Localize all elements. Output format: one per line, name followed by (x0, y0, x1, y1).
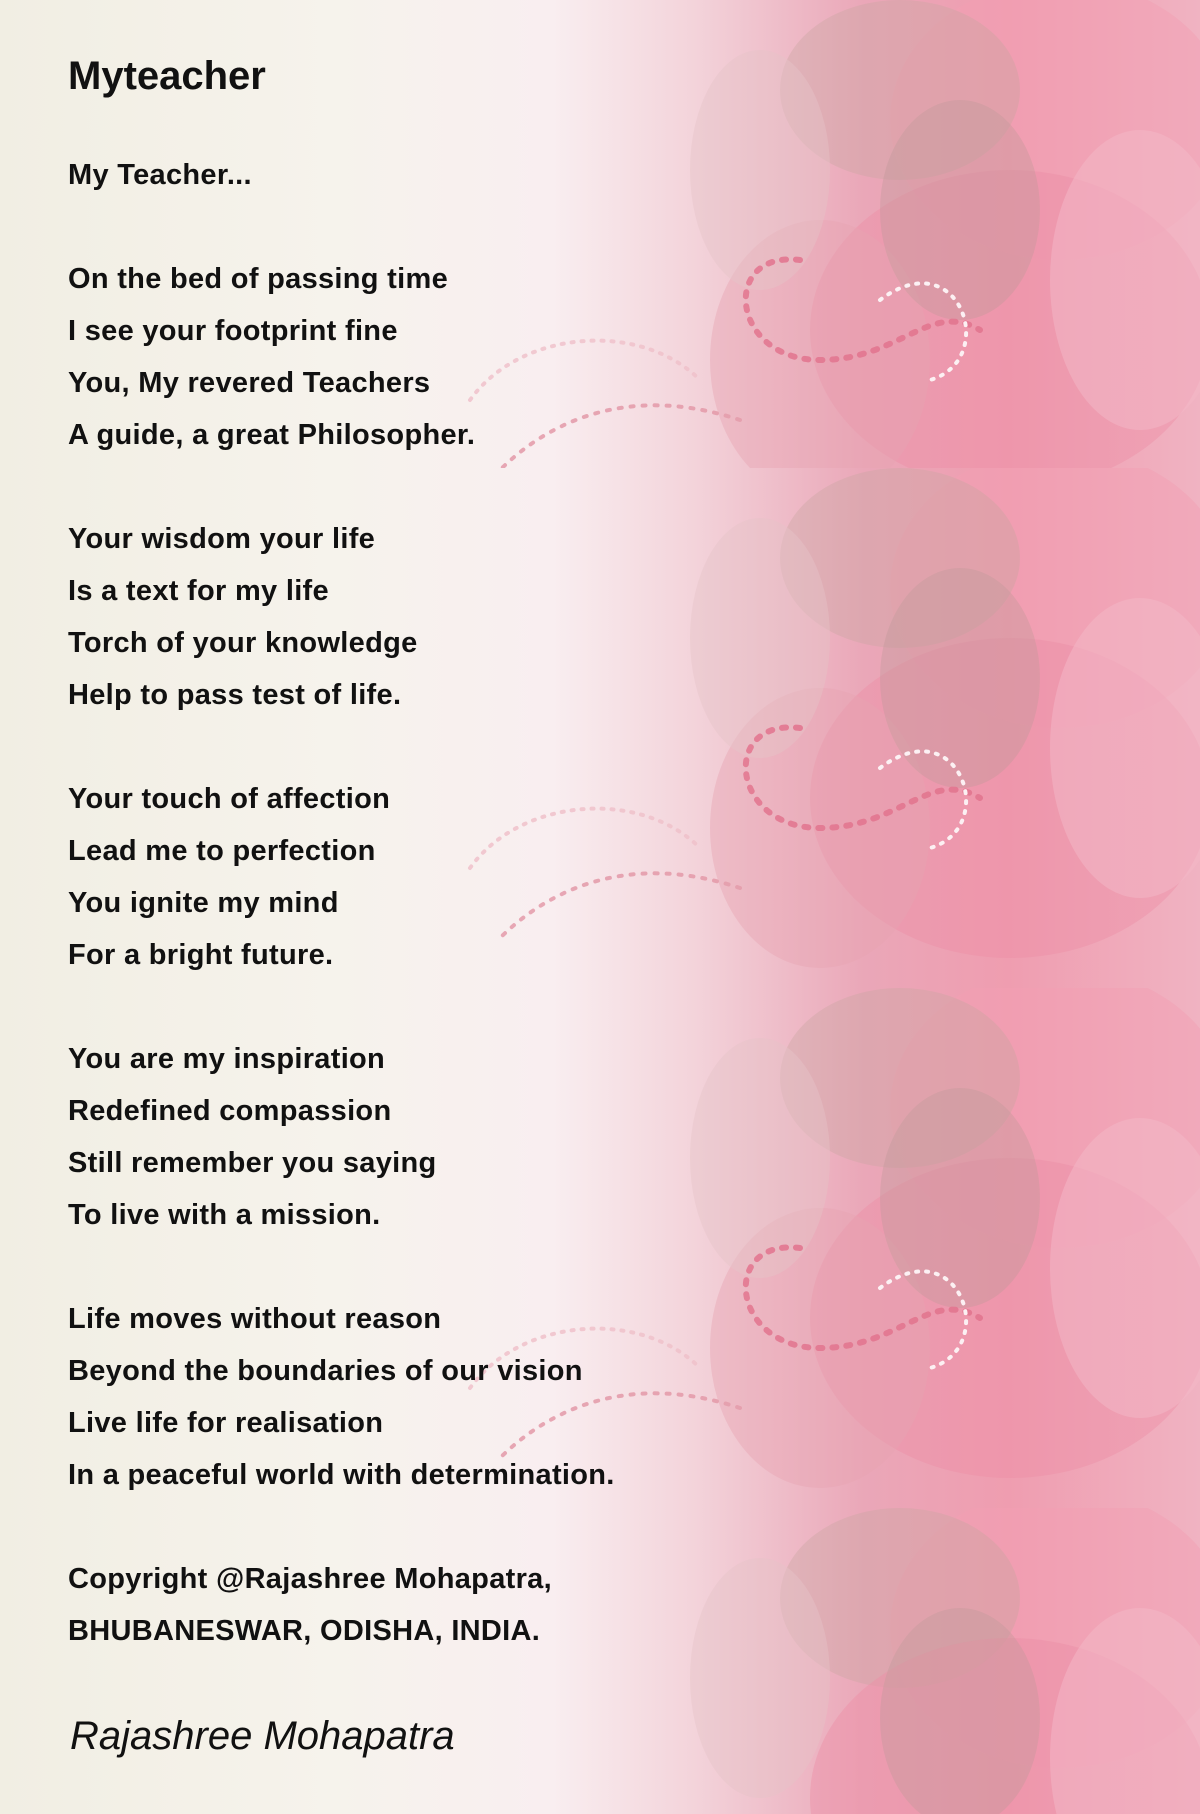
poem-line: To live with a mission. (68, 1199, 381, 1231)
floral-background-band (0, 1508, 1200, 1814)
poem-line: Live life for realisation (68, 1407, 384, 1439)
poem-title: Myteacher (68, 54, 266, 98)
poem-line: Your wisdom your life (68, 523, 376, 555)
poem-line: In a peaceful world with determination. (68, 1459, 615, 1491)
poem-line: Your touch of affection (68, 783, 391, 815)
poem-line: You ignite my mind (68, 887, 339, 919)
poem-line: Lead me to perfection (68, 835, 376, 867)
poem-line: You, My revered Teachers (68, 367, 431, 399)
poem-line: Is a text for my life (68, 575, 329, 607)
poem-line: Life moves without reason (68, 1303, 442, 1335)
poem-line: Help to pass test of life. (68, 679, 402, 711)
poem-line: On the bed of passing time (68, 263, 448, 295)
floral-pattern-graphic (0, 1508, 1200, 1814)
copyright-location-line: BHUBANESWAR, ODISHA, INDIA. (68, 1615, 541, 1647)
poem-line: I see your footprint fine (68, 315, 398, 347)
poem-line: Torch of your knowledge (68, 627, 418, 659)
poem-line: You are my inspiration (68, 1043, 386, 1075)
poem-line: For a bright future. (68, 939, 334, 971)
poem-line: A guide, a great Philosopher. (68, 419, 476, 451)
poem-line: Beyond the boundaries of our vision (68, 1355, 583, 1387)
poem-line: My Teacher... (68, 159, 252, 191)
poem-line: Redefined compassion (68, 1095, 392, 1127)
poem-line: Still remember you saying (68, 1147, 437, 1179)
copyright-line: Copyright @Rajashree Mohapatra, (68, 1563, 552, 1595)
author-signature: Rajashree Mohapatra (70, 1714, 455, 1758)
